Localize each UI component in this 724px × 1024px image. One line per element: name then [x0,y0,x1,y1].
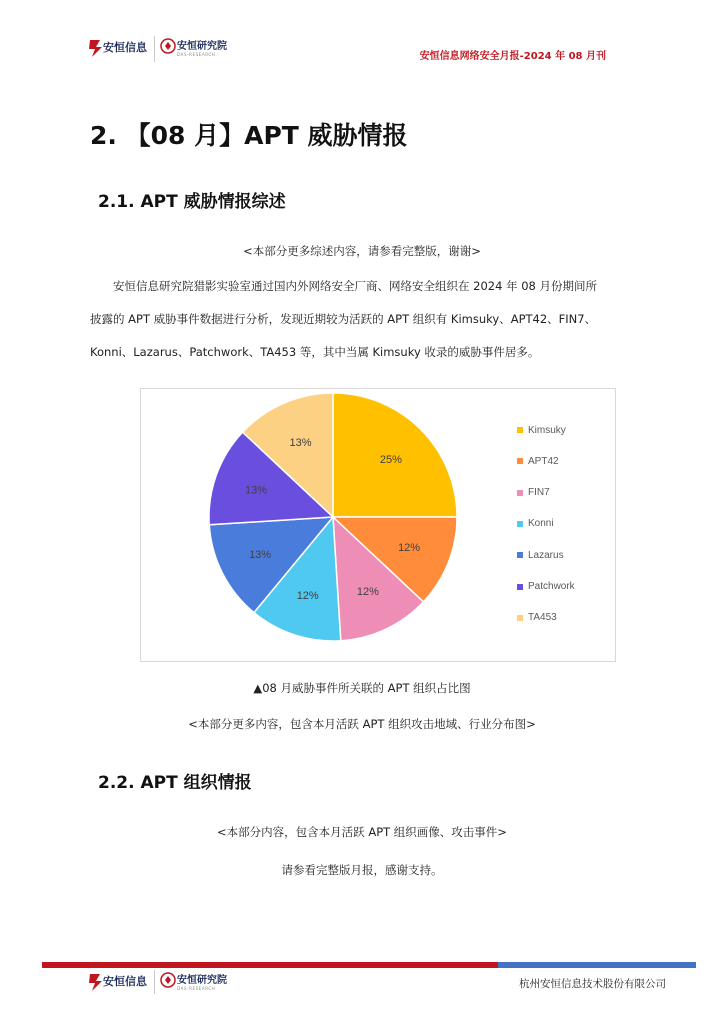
pie-data-label: 25% [379,454,402,467]
overview-note: <本部分更多综述内容，请参看完整版，谢谢> [243,244,481,258]
legend-item-lazarus [517,548,564,562]
figure-note: <本部分更多内容，包含本月活跃 APT 组织攻击地域、行业分布图> [188,717,536,731]
legend-item-apt42 [517,454,559,468]
pie-data-label: 13% [244,484,268,497]
overview-paragraph [90,270,638,369]
legend-label: Patchwork [528,581,575,592]
pie-data-label: 13% [289,436,312,449]
footer-research-logo-subtext: DAS-RESEARCH [177,986,216,991]
company-logo [88,36,150,58]
apt-pie-chart [140,388,616,662]
footer-company-logo [88,970,150,992]
apt-groups-note: <本部分内容，包含本月活跃 APT 组织画像、攻击事件> [217,825,507,839]
pie-data-label: 12% [356,586,379,599]
research-logo [160,36,236,60]
legend-label: APT42 [528,455,559,467]
subsection-title-apt-groups: 2.2. APT 组织情报 [98,773,252,793]
subsection-title-overview: 2.1. APT 威胁情报综述 [98,192,286,212]
legend-item-ta453 [517,611,557,625]
pie-data-label: 12% [296,589,319,602]
legend-item-kimsuky [517,423,566,437]
legend-swatch [517,552,523,558]
apt-groups-note-2: 请参看完整版月报，感谢支持。 [281,863,443,877]
footer-company-name: 杭州安恒信息技术股份有限公司 [519,978,666,990]
research-logo-subtext: DAS-RESEARCH [177,52,216,57]
legend-label: Konni [528,518,554,530]
legend-swatch [517,521,523,527]
footer-bar-red [42,962,498,968]
legend-item-fin7 [517,486,550,500]
footer-logo-divider [154,970,155,994]
legend-item-konni [517,517,554,531]
logo-divider [154,36,155,62]
figure-caption: ▲08 月威胁事件所关联的 APT 组织占比图 [253,681,471,695]
section-title: 2. 【08 月】APT 威胁情报 [90,121,408,150]
paragraph-line: 披露的 APT 威胁事件数据进行分析，发现近期较为活跃的 APT 组织有 Kimsuky、APT42、FIN7、 [90,312,597,326]
legend-swatch [517,458,523,464]
legend-label: Kimsuky [528,424,566,436]
pie-data-label: 12% [398,542,421,555]
paragraph-line: Konni、Lazarus、Patchwork、TA453 等，其中当属 Kimsuky 收录的威胁事件居多。 [90,345,540,359]
legend-label: Lazarus [528,549,564,561]
legend-swatch [517,584,523,590]
legend-swatch [517,615,523,621]
legend-swatch [517,490,523,496]
research-logo-text: 安恒研究院 [177,41,227,52]
paragraph-line: 安恒信息研究院猎影实验室通过国内外网络安全厂商、网络安全组织在 2024 年 08 月份期间所 [113,279,598,293]
report-header-title: 安恒信息网络安全月报-2024 年 08 月刊 [419,51,606,62]
footer-bar-blue [498,962,696,968]
legend-label: TA453 [528,612,557,624]
legend-swatch [517,427,523,433]
footer-company-logo-text: 安恒信息 [103,975,147,988]
pie-data-label: 13% [249,549,272,562]
legend-item-patchwork [517,580,575,594]
company-logo-text: 安恒信息 [103,41,147,54]
footer-research-logo [160,970,236,994]
footer-research-logo-text: 安恒研究院 [177,975,227,986]
legend-label: FIN7 [528,487,550,499]
